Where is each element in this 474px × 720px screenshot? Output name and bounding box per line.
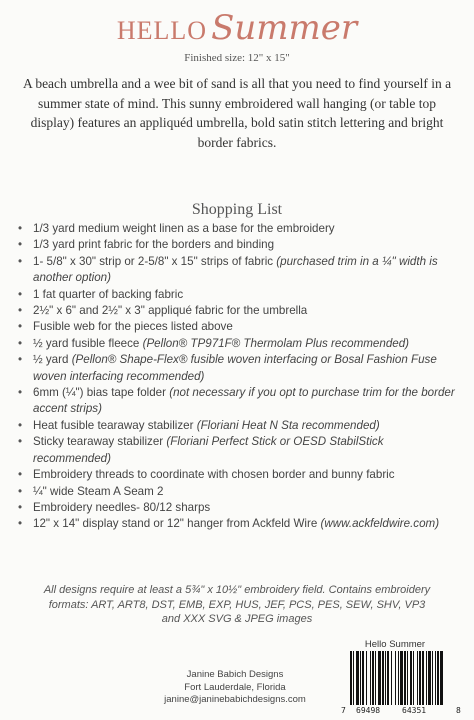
list-item (18, 336, 456, 352)
item-text: ½ yard fusible fleece (33, 336, 140, 350)
list-item (18, 352, 456, 385)
item-note: (Floriani Perfect Stick or OESD StabilStick recommended) (33, 435, 384, 465)
item-note: (not necessary if you opt to purchase trim for the border accent strips) (33, 386, 455, 416)
item-text: Heat fusible tearaway stabilizer (33, 418, 194, 432)
list-item (18, 500, 456, 516)
item-text: 1/3 yard print fabric for the borders and binding (33, 238, 275, 252)
item-text: 1- 5/8" x 30" strip or 2-5/8" x 15" strips of fabric (33, 254, 274, 268)
shopping-list (18, 221, 456, 533)
item-text: Sticky tearaway stabilizer (33, 435, 164, 449)
list-item (18, 287, 456, 303)
item-text: Fusible web for the pieces listed above (33, 320, 233, 334)
item-text: Embroidery threads to coordinate with chosen border and bunny fabric (33, 468, 395, 482)
shopping-list-heading: Shopping List (191, 201, 283, 218)
list-item (18, 418, 456, 434)
list-item (18, 254, 456, 287)
designer-name: Janine Babich Designs (186, 669, 284, 680)
item-text: 6mm (¼") bias tape folder (33, 386, 166, 400)
item-note: (Floriani Heat N Sta recommended) (196, 418, 380, 432)
item-text: Embroidery needles- 80/12 sharps (33, 500, 211, 514)
designer-email: janine@janinebabichdesigns.com (164, 694, 306, 705)
item-text: 12" x 14" display stand or 12" hanger from Ackfeld Wire (33, 517, 318, 531)
list-item (18, 303, 456, 319)
finished-size: Finished size: 12" x 15" (184, 52, 290, 64)
barcode-bars (340, 651, 468, 707)
barcode-digits (340, 706, 468, 718)
list-item (18, 516, 456, 532)
intro-paragraph: A beach umbrella and a wee bit of sand is all that you need to find yourself in a summer state of mind. This sunny embroidered wall hanging (or table top display) features an appliquéd umbrella, bold satin stitch lettering and bright border fabrics. (22, 76, 452, 150)
upc-barcode (340, 639, 468, 719)
title-summer: Summer (211, 8, 358, 48)
item-text: 2½" x 6" and 2½" x 3" appliqué fabric for the umbrella (33, 304, 308, 318)
item-text: ¼" wide Steam A Seam 2 (33, 484, 164, 498)
designer-location: Fort Lauderdale, Florida (184, 681, 286, 693)
list-item (18, 434, 456, 467)
designer-info (150, 669, 320, 707)
list-item (18, 237, 456, 253)
barcode-group-right: 64351 (402, 706, 427, 715)
pattern-title (0, 8, 474, 48)
item-text: 1 fat quarter of backing fabric (33, 287, 184, 301)
list-item (18, 484, 456, 500)
item-text: ½ yard (33, 353, 69, 367)
barcode-group-left: 69498 (356, 706, 381, 715)
list-item (18, 319, 456, 335)
title-hello: HELLO (116, 16, 208, 45)
list-item (18, 221, 456, 237)
item-note: (Pellon® Shape-Flex® fusible woven interfacing or Bosal Fashion Fuse woven interfacing recommended) (33, 353, 437, 383)
item-note: (www.ackfeldwire.com) (320, 517, 440, 531)
list-item (18, 385, 456, 418)
list-item (18, 467, 456, 483)
barcode-digit-last: 8 (456, 706, 461, 715)
item-note: (purchased trim in a ¼" width is another option) (33, 254, 438, 285)
item-note: (Pellon® TP971F® Thermolam Plus recommended) (142, 336, 410, 350)
item-text: 1/3 yard medium weight linen as a base for the embroidery (33, 222, 335, 235)
barcode-label: Hello Summer (364, 639, 426, 650)
embroidery-requirements: All designs require at least a 5¾" x 10½" embroidery field. Contains embroidery formats: ART, ART8, DST, EMB, EXP, HUS, JEF, PCS, PES, SEW, SHV, VP3 and XXX SVG & JPEG images (43, 584, 431, 625)
barcode-digit-first: 7 (341, 706, 346, 715)
